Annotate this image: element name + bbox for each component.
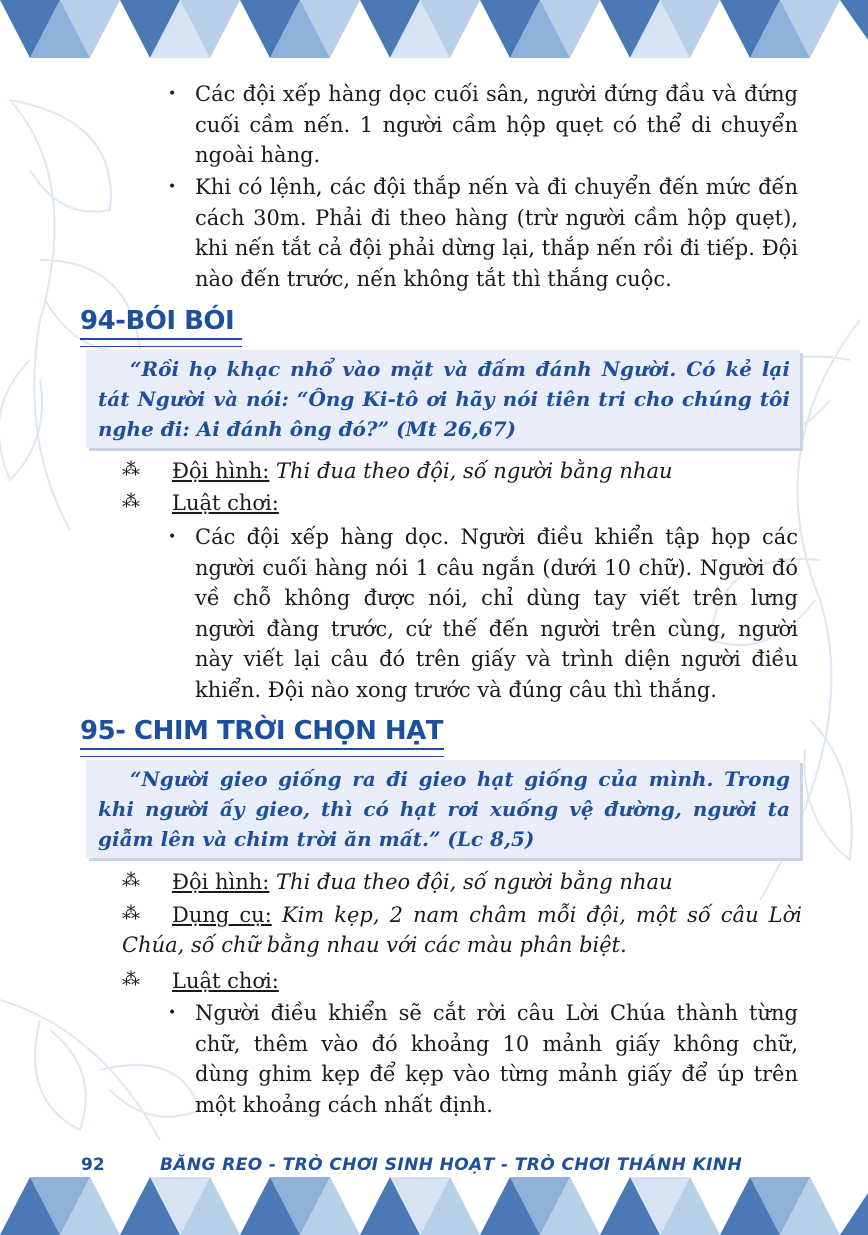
bullet-dot-icon: • [168,1005,177,1021]
page-number: 92 [81,1155,105,1175]
section-95-tools: ⁂ Dụng cụ: Kim kẹp, 2 nam châm mỗi đội, một số câu Lời Chúa, số chữ bằng nhau với các màu phân biệt. [122,900,802,960]
bullet-dot-icon: • [168,529,177,545]
bullet-dot-icon: • [168,86,177,102]
asterism-icon: ⁂ [122,903,140,924]
section-94-title: 94-BÓI BÓI [80,306,235,336]
section-94-rules-bullet: • Các đội xếp hàng dọc. Người điều khiển tập họp các người cuối hàng nói 1 câu ngắn (dưới 10 chữ). Người đó về chỗ không được nói, chỉ dùng tay viết trên lưng người đàng trước, cứ thế đến người trên cùng, người này viết lại câu đó trên giấy và trình diện người điều khiển. Đội nào xong trước và đúng câu thì thắng. [172,522,798,705]
section-95-quote-text: “Người gieo giống ra đi gieo hạt giống của mình. Trong khi người ấy gieo, thì có hạt rơi xuống vệ đường, người ta giẫm lên và chim trời ăn mất.” (Lc 8,5) [98,767,790,851]
intro-bullet-2: • Khi có lệnh, các đội thắp nến và đi chuyển đến mức đến cách 30m. Phải đi theo hàng (trừ người cầm hộp quẹt), khi nến tắt cả đội phải dừng lại, thắp nến rồi đi tiếp. Đội nào đến trước, nến không tắt thì thắng cuộc. [172,172,798,294]
section-95-quote [86,760,800,858]
bullet-dot-icon: • [168,179,177,195]
section-94-formation: ⁂ Đội hình: Thi đua theo đội, số người bằng nhau [122,456,802,486]
section-94-quote [86,350,800,448]
section-94-underline [80,338,242,347]
section-95-rules-bullet: • Người điều khiển sẽ cắt rời câu Lời Chúa thành từng chữ, thêm vào đó khoảng 10 mảnh giấy không chữ, dùng ghim kẹp để kẹp vào từng mảnh giấy để úp trên một khoảng cách nhất định. [172,998,798,1120]
asterism-icon: ⁂ [122,870,140,891]
asterism-icon: ⁂ [122,969,140,990]
section-94-quote-text: “Rồi họ khạc nhổ vào mặt và đấm đánh Người. Có kẻ lại tát Người và nói: “Ông Ki-tô ơi hãy nói tiên tri cho chúng tôi nghe đi: Ai đánh ông đó?” (Mt 26,67) [98,357,790,441]
asterism-icon: ⁂ [122,459,140,480]
section-95-rules-label: ⁂ Luật chơi: [122,966,802,996]
section-95-title: 95- CHIM TRỜI CHỌN HẠT [80,716,444,746]
asterism-icon: ⁂ [122,491,140,512]
section-95-formation: ⁂ Đội hình: Thi đua theo đội, số người bằng nhau [122,867,802,897]
section-94-rules-label: ⁂ Luật chơi: [122,488,802,518]
section-95-underline [80,748,444,757]
intro-bullet-1: • Các đội xếp hàng dọc cuối sân, người đứng đầu và đứng cuối cầm nến. 1 người cầm hộp quẹt có thể di chuyển ngoài hàng. [172,79,798,171]
running-footer-title: BĂNG REO - TRÒ CHƠI SINH HOẠT - TRÒ CHƠI THÁNH KINH [160,1155,743,1175]
